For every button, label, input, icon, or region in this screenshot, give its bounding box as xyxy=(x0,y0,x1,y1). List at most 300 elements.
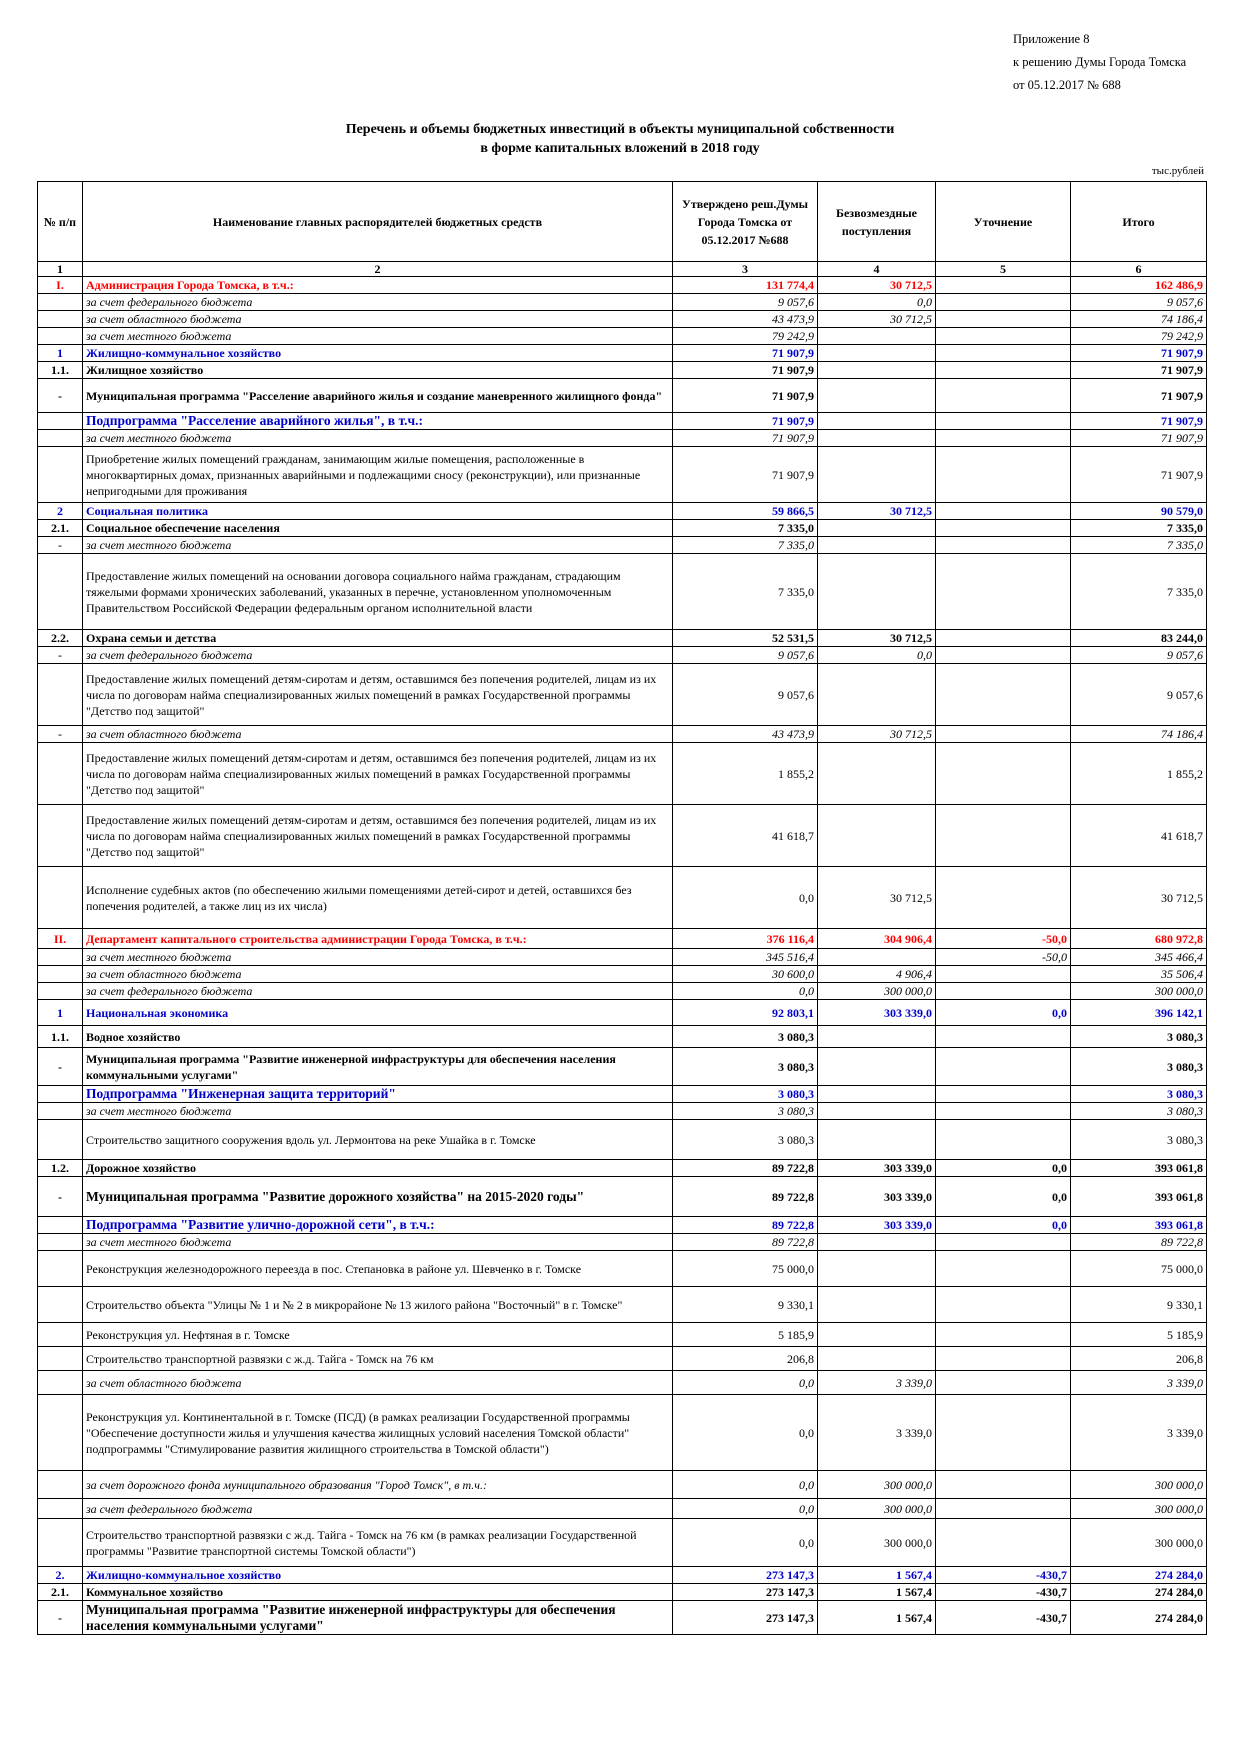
approved-value: 206,8 xyxy=(673,1347,818,1371)
row-number xyxy=(38,966,83,983)
units-label: тыс.рублей xyxy=(1151,165,1204,177)
approved-value: 52 531,5 xyxy=(673,630,818,647)
grants-value xyxy=(818,664,936,726)
col-number: 4 xyxy=(818,262,936,277)
header-row xyxy=(38,182,1207,262)
approved-value: 3 080,3 xyxy=(673,1026,818,1048)
total-value: 71 907,9 xyxy=(1071,430,1207,447)
table-row xyxy=(38,1234,1207,1251)
row-name: Департамент капитального строительства администрации Города Томска, в т.ч.: xyxy=(83,929,673,949)
approved-value: 71 907,9 xyxy=(673,447,818,503)
change-value xyxy=(936,1103,1071,1120)
approved-value: 3 080,3 xyxy=(673,1048,818,1086)
row-name: Приобретение жилых помещений гражданам, занимающим жилые помещения, расположенные в многоквартирных домах, признанных аварийными и подлежащими сносу (реконструкции), или признанные непригодными для проживания xyxy=(83,447,673,503)
change-value xyxy=(936,503,1071,520)
grants-value xyxy=(818,1234,936,1251)
grants-value: 30 712,5 xyxy=(818,630,936,647)
change-value xyxy=(936,1120,1071,1160)
col-header-num: № п/п xyxy=(38,182,83,262)
col-header-name: Наименование главных распорядителей бюджетных средств xyxy=(83,182,673,262)
approved-value: 89 722,8 xyxy=(673,1217,818,1234)
row-number xyxy=(38,867,83,929)
row-number xyxy=(38,1217,83,1234)
table-row xyxy=(38,1395,1207,1471)
table-row xyxy=(38,743,1207,805)
row-number: - xyxy=(38,1177,83,1217)
row-name: Предоставление жилых помещений детям-сиротам и детям, оставшимся без попечения родителей, лицам из их числа по договорам найма специализированных жилых помещений в рамках Государственной программы "Детство под защитой" xyxy=(83,664,673,726)
approved-value: 0,0 xyxy=(673,867,818,929)
change-value xyxy=(936,294,1071,311)
grants-value xyxy=(818,379,936,413)
row-name: Охрана семьи и детства xyxy=(83,630,673,647)
approved-value: 0,0 xyxy=(673,1371,818,1395)
table-row xyxy=(38,1471,1207,1499)
grants-value: 30 712,5 xyxy=(818,311,936,328)
approved-value: 9 330,1 xyxy=(673,1287,818,1323)
approved-value: 41 618,7 xyxy=(673,805,818,867)
approved-value: 376 116,4 xyxy=(673,929,818,949)
grants-value: 300 000,0 xyxy=(818,983,936,1000)
grants-value: 1 567,4 xyxy=(818,1584,936,1601)
row-name: Исполнение судебных актов (по обеспечению жилыми помещениями детей-сирот и детей, оставшихся без попечения родителей, а также лиц из их числа) xyxy=(83,867,673,929)
row-name: Подпрограмма "Расселение аварийного жилья", в т.ч.: xyxy=(83,413,673,430)
change-value xyxy=(936,447,1071,503)
table-row xyxy=(38,1347,1207,1371)
row-number: 1.1. xyxy=(38,1026,83,1048)
row-name: за счет федерального бюджета xyxy=(83,294,673,311)
table-row xyxy=(38,537,1207,554)
grants-value: 300 000,0 xyxy=(818,1499,936,1519)
change-value xyxy=(936,1251,1071,1287)
table-row xyxy=(38,664,1207,726)
row-number xyxy=(38,1371,83,1395)
approved-value: 7 335,0 xyxy=(673,554,818,630)
total-value: 41 618,7 xyxy=(1071,805,1207,867)
grants-value: 30 712,5 xyxy=(818,726,936,743)
row-number: - xyxy=(38,726,83,743)
total-value: 3 080,3 xyxy=(1071,1026,1207,1048)
total-value: 71 907,9 xyxy=(1071,362,1207,379)
row-number: I. xyxy=(38,277,83,294)
total-value: 206,8 xyxy=(1071,1347,1207,1371)
title-line-1: Перечень и объемы бюджетных инвестиций в объекты муниципальной собственности xyxy=(345,122,895,137)
grants-value: 4 906,4 xyxy=(818,966,936,983)
row-number: - xyxy=(38,647,83,664)
row-name: за счет местного бюджета xyxy=(83,328,673,345)
grants-value: 30 712,5 xyxy=(818,867,936,929)
approved-value: 71 907,9 xyxy=(673,413,818,430)
total-value: 71 907,9 xyxy=(1071,379,1207,413)
row-number xyxy=(38,743,83,805)
col-number: 6 xyxy=(1071,262,1207,277)
total-value: 393 061,8 xyxy=(1071,1160,1207,1177)
change-value xyxy=(936,277,1071,294)
change-value xyxy=(936,1048,1071,1086)
grants-value: 1 567,4 xyxy=(818,1601,936,1635)
row-name: Администрация Города Томска, в т.ч.: xyxy=(83,277,673,294)
change-value xyxy=(936,413,1071,430)
row-name: Муниципальная программа "Расселение аварийного жилья и создание маневренного жилищного фонда" xyxy=(83,379,673,413)
table-row xyxy=(38,447,1207,503)
approved-value: 71 907,9 xyxy=(673,362,818,379)
row-number: - xyxy=(38,537,83,554)
change-value xyxy=(936,743,1071,805)
row-number xyxy=(38,554,83,630)
grants-value xyxy=(818,537,936,554)
change-value xyxy=(936,647,1071,664)
change-value xyxy=(936,966,1071,983)
approved-value: 0,0 xyxy=(673,1395,818,1471)
change-value xyxy=(936,1395,1071,1471)
row-name: за счет местного бюджета xyxy=(83,537,673,554)
row-name: Подпрограмма "Развитие улично-дорожной сети", в т.ч.: xyxy=(83,1217,673,1234)
row-name: Муниципальная программа "Развитие инженерной инфраструктуры для обеспечения населения коммунальными услугами" xyxy=(83,1048,673,1086)
grants-value xyxy=(818,520,936,537)
total-value: 1 855,2 xyxy=(1071,743,1207,805)
row-name: Водное хозяйство xyxy=(83,1026,673,1048)
approved-value: 9 057,6 xyxy=(673,647,818,664)
total-value: 680 972,8 xyxy=(1071,929,1207,949)
table-row xyxy=(38,520,1207,537)
change-value xyxy=(936,345,1071,362)
change-value: 0,0 xyxy=(936,1160,1071,1177)
change-value xyxy=(936,1471,1071,1499)
change-value: -430,7 xyxy=(936,1601,1071,1635)
approved-value: 1 855,2 xyxy=(673,743,818,805)
approved-value: 43 473,9 xyxy=(673,311,818,328)
approved-value: 89 722,8 xyxy=(673,1160,818,1177)
total-value: 9 057,6 xyxy=(1071,294,1207,311)
total-value: 3 339,0 xyxy=(1071,1371,1207,1395)
row-name: за счет местного бюджета xyxy=(83,1234,673,1251)
change-value xyxy=(936,1371,1071,1395)
grants-value: 303 339,0 xyxy=(818,1160,936,1177)
row-number xyxy=(38,1499,83,1519)
total-value: 7 335,0 xyxy=(1071,554,1207,630)
approved-value: 3 080,3 xyxy=(673,1086,818,1103)
row-number: 1 xyxy=(38,345,83,362)
grants-value: 303 339,0 xyxy=(818,1177,936,1217)
row-number xyxy=(38,1287,83,1323)
row-name: за счет местного бюджета xyxy=(83,949,673,966)
grants-value xyxy=(818,1120,936,1160)
row-number: 1.1. xyxy=(38,362,83,379)
table-row xyxy=(38,966,1207,983)
table-row xyxy=(38,1499,1207,1519)
table-row xyxy=(38,362,1207,379)
total-value: 89 722,8 xyxy=(1071,1234,1207,1251)
table-row xyxy=(38,345,1207,362)
row-number xyxy=(38,294,83,311)
document-title xyxy=(0,120,1240,158)
grants-value: 1 567,4 xyxy=(818,1567,936,1584)
grants-value xyxy=(818,447,936,503)
row-number: - xyxy=(38,1048,83,1086)
total-value: 393 061,8 xyxy=(1071,1177,1207,1217)
table-row xyxy=(38,630,1207,647)
row-number: II. xyxy=(38,929,83,949)
row-number xyxy=(38,1519,83,1567)
row-number xyxy=(38,413,83,430)
col-header-grants: Безвозмездные поступления xyxy=(818,182,936,262)
total-value: 300 000,0 xyxy=(1071,1519,1207,1567)
row-number xyxy=(38,949,83,966)
approved-value: 3 080,3 xyxy=(673,1120,818,1160)
grants-value: 3 339,0 xyxy=(818,1395,936,1471)
change-value: -50,0 xyxy=(936,949,1071,966)
total-value: 396 142,1 xyxy=(1071,1000,1207,1026)
grants-value xyxy=(818,1287,936,1323)
change-value xyxy=(936,1347,1071,1371)
grants-value xyxy=(818,362,936,379)
row-name: за счет дорожного фонда муниципального образования "Город Томск", в т.ч.: xyxy=(83,1471,673,1499)
row-number xyxy=(38,1086,83,1103)
change-value: 0,0 xyxy=(936,1000,1071,1026)
grants-value: 300 000,0 xyxy=(818,1471,936,1499)
approved-value: 9 057,6 xyxy=(673,294,818,311)
total-value: 74 186,4 xyxy=(1071,726,1207,743)
table-row xyxy=(38,430,1207,447)
row-name: за счет федерального бюджета xyxy=(83,647,673,664)
row-name: Муниципальная программа "Развитие инженерной инфраструктуры для обеспечения населения коммунальными услугами" xyxy=(83,1601,673,1635)
row-number: - xyxy=(38,379,83,413)
total-value: 162 486,9 xyxy=(1071,277,1207,294)
row-number xyxy=(38,430,83,447)
row-name: Строительство транспортной развязки с ж.д. Тайга - Томск на 76 км (в рамках реализации Государственной программы "Развитие транспортной системы Томской области") xyxy=(83,1519,673,1567)
grants-value xyxy=(818,345,936,362)
change-value: -430,7 xyxy=(936,1567,1071,1584)
col-number: 2 xyxy=(83,262,673,277)
table-row xyxy=(38,294,1207,311)
grants-value: 303 339,0 xyxy=(818,1217,936,1234)
row-name: Дорожное хозяйство xyxy=(83,1160,673,1177)
row-name: Реконструкция железнодорожного переезда в пос. Степановка в районе ул. Шевченко в г. Томске xyxy=(83,1251,673,1287)
table-row xyxy=(38,328,1207,345)
row-number: 2.1. xyxy=(38,520,83,537)
table-row xyxy=(38,647,1207,664)
approved-value: 71 907,9 xyxy=(673,345,818,362)
grants-value: 303 339,0 xyxy=(818,1000,936,1026)
table-row xyxy=(38,1048,1207,1086)
row-name: Предоставление жилых помещений на основании договора социального найма гражданам, страдающим тяжелыми формами хронических заболеваний, указанных в перечне, установленном уполномоченным Правительством Российской Федерации федеральным органом исполнительной власти xyxy=(83,554,673,630)
approved-value: 0,0 xyxy=(673,1519,818,1567)
col-header-approved: Утверждено реш.Думы Города Томска от 05.12.2017 №688 xyxy=(673,182,818,262)
table-row xyxy=(38,413,1207,430)
grants-value xyxy=(818,430,936,447)
change-value xyxy=(936,664,1071,726)
approved-value: 59 866,5 xyxy=(673,503,818,520)
total-value: 79 242,9 xyxy=(1071,328,1207,345)
col-header-total: Итого xyxy=(1071,182,1207,262)
grants-value xyxy=(818,1347,936,1371)
grants-value xyxy=(818,1251,936,1287)
col-number: 1 xyxy=(38,262,83,277)
row-name: Жилищно-коммунальное хозяйство xyxy=(83,345,673,362)
grants-value xyxy=(818,413,936,430)
approved-value: 273 147,3 xyxy=(673,1584,818,1601)
table-row xyxy=(38,379,1207,413)
grants-value xyxy=(818,1103,936,1120)
row-number xyxy=(38,1120,83,1160)
approved-value: 131 774,4 xyxy=(673,277,818,294)
row-name: за счет федерального бюджета xyxy=(83,983,673,1000)
total-value: 5 185,9 xyxy=(1071,1323,1207,1347)
row-number xyxy=(38,1347,83,1371)
table-row xyxy=(38,1251,1207,1287)
row-name: Национальная экономика xyxy=(83,1000,673,1026)
grants-value xyxy=(818,328,936,345)
grants-value: 30 712,5 xyxy=(818,277,936,294)
table-row xyxy=(38,726,1207,743)
row-name: за счет областного бюджета xyxy=(83,726,673,743)
total-value: 30 712,5 xyxy=(1071,867,1207,929)
row-name: Предоставление жилых помещений детям-сиротам и детям, оставшимся без попечения родителей, лицам из их числа по договорам найма специализированных жилых помещений в рамках Государственной программы "Детство под защитой" xyxy=(83,805,673,867)
table-row xyxy=(38,1120,1207,1160)
total-value: 274 284,0 xyxy=(1071,1567,1207,1584)
table-row xyxy=(38,1371,1207,1395)
row-number xyxy=(38,328,83,345)
change-value xyxy=(936,983,1071,1000)
row-number xyxy=(38,1323,83,1347)
table-row xyxy=(38,1584,1207,1601)
change-value: 0,0 xyxy=(936,1217,1071,1234)
grants-value: 304 906,4 xyxy=(818,929,936,949)
approved-value: 5 185,9 xyxy=(673,1323,818,1347)
row-name: Социальная политика xyxy=(83,503,673,520)
total-value: 90 579,0 xyxy=(1071,503,1207,520)
approved-value: 71 907,9 xyxy=(673,379,818,413)
approved-value: 0,0 xyxy=(673,1471,818,1499)
row-number xyxy=(38,1471,83,1499)
row-number: 2 xyxy=(38,503,83,520)
approved-value: 89 722,8 xyxy=(673,1234,818,1251)
row-name: за счет местного бюджета xyxy=(83,1103,673,1120)
investment-table xyxy=(37,181,1207,1635)
table-row xyxy=(38,1000,1207,1026)
grants-value xyxy=(818,1086,936,1103)
total-value: 274 284,0 xyxy=(1071,1584,1207,1601)
change-value xyxy=(936,311,1071,328)
row-name: за счет федерального бюджета xyxy=(83,1499,673,1519)
total-value: 3 080,3 xyxy=(1071,1086,1207,1103)
total-value: 75 000,0 xyxy=(1071,1251,1207,1287)
total-value: 9 330,1 xyxy=(1071,1287,1207,1323)
table-row xyxy=(38,1323,1207,1347)
column-number-row xyxy=(38,262,1207,277)
row-name: Подпрограмма "Инженерная защита территорий" xyxy=(83,1086,673,1103)
change-value xyxy=(936,520,1071,537)
total-value: 9 057,6 xyxy=(1071,647,1207,664)
row-number: 2.1. xyxy=(38,1584,83,1601)
table-row xyxy=(38,311,1207,328)
change-value xyxy=(936,537,1071,554)
table-row xyxy=(38,867,1207,929)
row-name: Реконструкция ул. Нефтяная в г. Томске xyxy=(83,1323,673,1347)
total-value: 71 907,9 xyxy=(1071,413,1207,430)
row-number xyxy=(38,983,83,1000)
approved-value: 7 335,0 xyxy=(673,520,818,537)
approved-value: 30 600,0 xyxy=(673,966,818,983)
grants-value xyxy=(818,743,936,805)
row-number xyxy=(38,1251,83,1287)
row-name: Строительство защитного сооружения вдоль ул. Лермонтова на реке Ушайка в г. Томске xyxy=(83,1120,673,1160)
row-name: Коммунальное хозяйство xyxy=(83,1584,673,1601)
change-value xyxy=(936,328,1071,345)
row-number xyxy=(38,1103,83,1120)
change-value xyxy=(936,1499,1071,1519)
total-value: 3 080,3 xyxy=(1071,1048,1207,1086)
row-name: Муниципальная программа "Развитие дорожного хозяйства" на 2015-2020 годы" xyxy=(83,1177,673,1217)
total-value: 7 335,0 xyxy=(1071,537,1207,554)
total-value: 393 061,8 xyxy=(1071,1217,1207,1234)
appendix-line: Приложение 8 xyxy=(1013,32,1090,46)
approved-value: 92 803,1 xyxy=(673,1000,818,1026)
row-number xyxy=(38,664,83,726)
total-value: 3 339,0 xyxy=(1071,1395,1207,1471)
row-name: Социальное обеспечение населения xyxy=(83,520,673,537)
grants-value xyxy=(818,554,936,630)
grants-value xyxy=(818,949,936,966)
col-number: 5 xyxy=(936,262,1071,277)
grants-value: 30 712,5 xyxy=(818,503,936,520)
row-number xyxy=(38,311,83,328)
change-value xyxy=(936,726,1071,743)
row-name: Реконструкция ул. Континентальной в г. Томске (ПСД) (в рамках реализации Государственной программы "Обеспечение доступности жилья и улучшения качества жилищных условий населения Томской области" подпрограммы "Стимулирование развития жилищного строительства в Томской области") xyxy=(83,1395,673,1471)
table-body xyxy=(38,277,1207,1635)
row-name: за счет областного бюджета xyxy=(83,966,673,983)
approved-value: 345 516,4 xyxy=(673,949,818,966)
change-value xyxy=(936,1026,1071,1048)
change-value xyxy=(936,1234,1071,1251)
grants-value xyxy=(818,1323,936,1347)
total-value: 9 057,6 xyxy=(1071,664,1207,726)
change-value xyxy=(936,805,1071,867)
approved-value: 3 080,3 xyxy=(673,1103,818,1120)
grants-value: 0,0 xyxy=(818,294,936,311)
table-row xyxy=(38,1026,1207,1048)
grants-value xyxy=(818,1048,936,1086)
approved-value: 273 147,3 xyxy=(673,1567,818,1584)
approved-value: 43 473,9 xyxy=(673,726,818,743)
table-row xyxy=(38,983,1207,1000)
row-number: 2.2. xyxy=(38,630,83,647)
row-name: Жилищное хозяйство xyxy=(83,362,673,379)
title-line-2: в форме капитальных вложений в 2018 году xyxy=(480,141,760,156)
change-value xyxy=(936,867,1071,929)
row-name: за счет местного бюджета xyxy=(83,430,673,447)
approved-value: 79 242,9 xyxy=(673,328,818,345)
total-value: 7 335,0 xyxy=(1071,520,1207,537)
total-value: 83 244,0 xyxy=(1071,630,1207,647)
table-row xyxy=(38,1287,1207,1323)
row-number xyxy=(38,805,83,867)
approved-value: 7 335,0 xyxy=(673,537,818,554)
total-value: 345 466,4 xyxy=(1071,949,1207,966)
grants-value: 300 000,0 xyxy=(818,1519,936,1567)
approved-value: 9 057,6 xyxy=(673,664,818,726)
table-row xyxy=(38,1601,1207,1635)
approved-value: 273 147,3 xyxy=(673,1601,818,1635)
decision-line: к решению Думы Города Томска xyxy=(1013,55,1187,69)
approved-value: 89 722,8 xyxy=(673,1177,818,1217)
table-row xyxy=(38,949,1207,966)
table-row xyxy=(38,929,1207,949)
table-row xyxy=(38,277,1207,294)
change-value xyxy=(936,630,1071,647)
total-value: 3 080,3 xyxy=(1071,1120,1207,1160)
date-line: от 05.12.2017 № 688 xyxy=(1013,78,1121,92)
table-row xyxy=(38,1160,1207,1177)
